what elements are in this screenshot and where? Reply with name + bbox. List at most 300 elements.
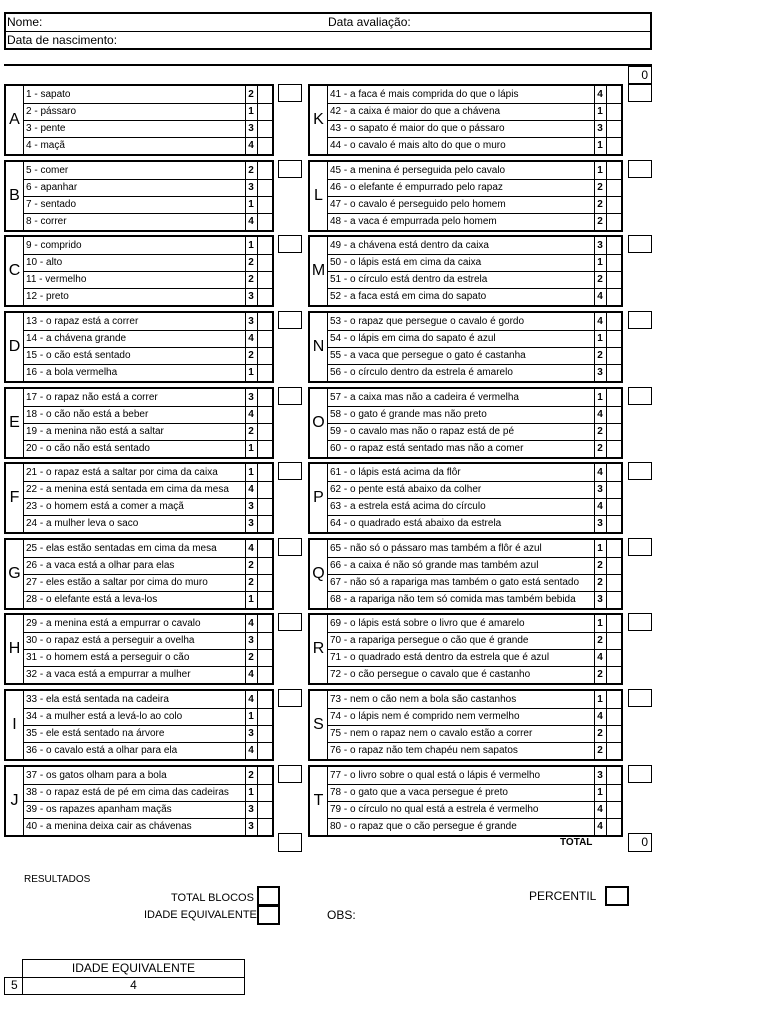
block-letter: K	[313, 111, 324, 128]
item-text: 21 - o rapaz está a saltar por cima da caixa	[26, 467, 218, 478]
item-answer-key: 4	[597, 291, 603, 302]
item-text: 76 - o rapaz não tem chapéu nem sapatos	[330, 745, 518, 756]
item-answer-key: 3	[248, 635, 254, 646]
test-item	[24, 557, 272, 575]
block-score-box-r[interactable]	[628, 613, 652, 631]
test-item	[328, 103, 621, 121]
block-score-box-i[interactable]	[278, 689, 302, 707]
equiv-table-header	[22, 959, 245, 977]
block-o	[308, 387, 623, 459]
block-letter: O	[312, 414, 325, 431]
test-item	[328, 818, 621, 835]
item-text: 35 - ele está sentado na árvore	[26, 728, 165, 739]
item-answer-key: 1	[597, 787, 603, 798]
item-answer-key: 3	[597, 123, 603, 134]
block-score-box-g[interactable]	[278, 538, 302, 556]
item-text: 62 - o pente está abaixo da colher	[330, 484, 482, 495]
block-items	[23, 86, 272, 154]
item-text: 1 - sapato	[26, 89, 71, 100]
item-answer-key: 2	[597, 199, 603, 210]
total-score-value: 0	[641, 835, 648, 849]
item-text: 75 - nem o rapaz nem o cavalo estão a correr	[330, 728, 533, 739]
item-text: 56 - o círculo dentro da estrela é amarelo	[330, 367, 513, 378]
item-answer-key: 4	[597, 89, 603, 100]
item-text: 12 - preto	[26, 291, 69, 302]
test-item	[328, 557, 621, 575]
item-answer-key: 2	[597, 577, 603, 588]
item-answer-key: 2	[597, 443, 603, 454]
item-text: 18 - o cão não está a beber	[26, 409, 149, 420]
item-answer-key: 4	[248, 669, 254, 680]
item-text: 32 - a vaca está a empurrar a mulher	[26, 669, 191, 680]
item-text: 50 - o lápis está em cima da caixa	[330, 257, 482, 268]
item-text: 43 - o sapato é maior do que o pássaro	[330, 123, 505, 134]
block-k	[308, 84, 623, 156]
test-item	[24, 103, 272, 121]
block-letter: P	[313, 489, 324, 506]
item-text: 49 - a chávena está dentro da caixa	[330, 240, 489, 251]
obs-label: OBS:	[327, 908, 356, 922]
item-answer-key: 1	[597, 333, 603, 344]
divider-line	[4, 64, 652, 66]
item-answer-key: 3	[248, 804, 254, 815]
item-answer-key: 3	[597, 594, 603, 605]
item-answer-key: 1	[597, 694, 603, 705]
item-text: 65 - não só o pássaro mas também a flôr é azul	[330, 543, 542, 554]
block-letter: F	[9, 489, 20, 506]
block-g	[4, 538, 274, 610]
block-b	[4, 160, 274, 232]
item-text: 68 - a rapariga não tem só comida mas também bebida	[330, 594, 576, 605]
test-item	[24, 364, 272, 381]
item-text: 2 - pássaro	[26, 106, 77, 117]
item-answer-key: 4	[597, 711, 603, 722]
test-item	[24, 330, 272, 348]
test-item	[24, 196, 272, 214]
item-answer-key: 4	[248, 140, 254, 151]
item-answer-key: 1	[248, 443, 254, 454]
header-box	[4, 12, 652, 50]
block-letter: L	[314, 187, 323, 204]
test-item	[328, 574, 621, 592]
item-answer-key: 3	[597, 770, 603, 781]
block-score-box-o[interactable]	[628, 387, 652, 405]
test-item	[328, 162, 621, 180]
item-text: 23 - o homem está a comer a maçã	[26, 501, 184, 512]
block-e	[4, 387, 274, 459]
top-score-box	[628, 66, 652, 84]
test-item	[24, 86, 272, 104]
item-text: 6 - apanhar	[26, 182, 78, 193]
block-items	[327, 464, 621, 532]
block-letter: J	[10, 792, 19, 809]
block-items	[327, 615, 621, 683]
block-letter: Q	[312, 565, 325, 582]
item-answer-key: 1	[248, 367, 254, 378]
test-item	[24, 347, 272, 365]
test-item	[24, 213, 272, 230]
item-answer-key: 1	[597, 106, 603, 117]
test-item	[24, 615, 272, 633]
item-answer-key: 3	[248, 123, 254, 134]
item-answer-key: 1	[248, 787, 254, 798]
block-q	[308, 538, 623, 610]
block-items	[327, 86, 621, 154]
item-text: 74 - o lápis nem é comprido nem vermelho	[330, 711, 520, 722]
block-i	[4, 689, 274, 761]
item-answer-key: 2	[248, 274, 254, 285]
item-text: 72 - o cão persegue o cavalo que é castanho	[330, 669, 531, 680]
item-answer-key: 2	[248, 257, 254, 268]
test-item	[328, 86, 621, 104]
item-text: 15 - o cão está sentado	[26, 350, 131, 361]
item-answer-key: 1	[597, 618, 603, 629]
block-items	[23, 237, 272, 305]
item-answer-key: 3	[248, 821, 254, 832]
item-answer-key: 2	[597, 216, 603, 227]
test-item	[328, 120, 621, 138]
item-text: 41 - a faca é mais comprida do que o lápis	[330, 89, 519, 100]
item-answer-key: 3	[248, 182, 254, 193]
block-score-box-a[interactable]	[278, 84, 302, 102]
test-item	[328, 801, 621, 819]
item-text: 53 - o rapaz que persegue o cavalo é gordo	[330, 316, 525, 327]
test-item	[24, 725, 272, 743]
item-answer-key: 4	[248, 216, 254, 227]
test-item	[24, 818, 272, 835]
test-item	[328, 288, 621, 305]
test-item	[328, 591, 621, 608]
block-m	[308, 235, 623, 307]
test-item	[328, 725, 621, 743]
item-answer-key: 3	[248, 728, 254, 739]
item-answer-key: 2	[597, 635, 603, 646]
item-text: 55 - a vaca que persegue o gato é castanha	[330, 350, 526, 361]
item-text: 61 - o lápis está acima da flôr	[330, 467, 461, 478]
test-item	[24, 254, 272, 272]
test-item	[328, 649, 621, 667]
test-item	[328, 742, 621, 759]
test-item	[328, 515, 621, 532]
equiv-table-row	[4, 977, 245, 995]
block-score-box-t[interactable]	[628, 765, 652, 783]
test-item	[24, 784, 272, 802]
block-letter: E	[9, 414, 20, 431]
item-answer-key: 2	[597, 182, 603, 193]
test-item	[24, 666, 272, 683]
block-score-box-f[interactable]	[278, 462, 302, 480]
item-text: 4 - maçã	[26, 140, 65, 151]
equivalent-age-box[interactable]	[257, 905, 280, 925]
test-item	[24, 288, 272, 305]
block-score-box-m[interactable]	[628, 235, 652, 253]
block-items	[327, 767, 621, 835]
item-answer-key: 2	[597, 728, 603, 739]
item-answer-key: 2	[597, 426, 603, 437]
test-item	[328, 313, 621, 331]
item-text: 34 - a mulher está a levá-lo ao colo	[26, 711, 183, 722]
block-items	[23, 162, 272, 230]
test-item	[328, 213, 621, 230]
item-text: 58 - o gato é grande mas não preto	[330, 409, 487, 420]
item-text: 10 - alto	[26, 257, 63, 268]
block-s	[308, 689, 623, 761]
birth-date-label: Data de nascimento:	[7, 33, 118, 47]
item-text: 60 - o rapaz está sentado mas não a comer	[330, 443, 524, 454]
block-score-box-n[interactable]	[628, 311, 652, 329]
test-item	[328, 237, 621, 255]
item-text: 80 - o rapaz que o cão persegue é grande	[330, 821, 517, 832]
block-score-box-e[interactable]	[278, 387, 302, 405]
item-text: 3 - pente	[26, 123, 66, 134]
test-item	[24, 515, 272, 532]
item-text: 63 - a estrela está acima do círculo	[330, 501, 486, 512]
item-answer-key: 1	[597, 165, 603, 176]
block-t	[308, 765, 623, 837]
block-items	[23, 313, 272, 381]
block-p	[308, 462, 623, 534]
evaluation-date-label: Data avaliação:	[328, 15, 411, 29]
block-letter: D	[8, 338, 21, 355]
item-answer-key: 4	[597, 501, 603, 512]
test-item	[24, 574, 272, 592]
block-score-box-h[interactable]	[278, 613, 302, 631]
item-answer-key: 2	[597, 350, 603, 361]
item-text: 70 - a rapariga persegue o cão que é grande	[330, 635, 529, 646]
block-score-box-p[interactable]	[628, 462, 652, 480]
item-answer-key: 4	[597, 316, 603, 327]
total-blocks-label: TOTAL BLOCOS	[171, 892, 254, 904]
total-blocks-box[interactable]	[257, 886, 280, 906]
item-answer-key: 3	[597, 484, 603, 495]
test-item	[24, 464, 272, 482]
block-letter: H	[8, 640, 21, 657]
block-items	[23, 615, 272, 683]
test-item	[24, 313, 272, 331]
test-item	[24, 271, 272, 289]
item-text: 48 - a vaca é empurrada pelo homem	[330, 216, 497, 227]
test-item	[24, 406, 272, 424]
item-answer-key: 3	[248, 291, 254, 302]
item-text: 8 - correr	[26, 216, 67, 227]
percentile-label: PERCENTIL	[529, 889, 597, 903]
item-answer-key: 3	[597, 518, 603, 529]
item-text: 5 - comer	[26, 165, 69, 176]
item-answer-key: 4	[248, 694, 254, 705]
test-item	[328, 271, 621, 289]
test-item	[24, 540, 272, 558]
item-text: 27 - eles estão a saltar por cima do muro	[26, 577, 208, 588]
test-item	[328, 406, 621, 424]
name-label: Nome:	[7, 15, 43, 29]
item-answer-key: 4	[248, 333, 254, 344]
item-answer-key: 4	[597, 409, 603, 420]
block-letter: M	[311, 262, 326, 279]
item-answer-key: 3	[248, 392, 254, 403]
test-item	[328, 708, 621, 726]
block-j	[4, 765, 274, 837]
item-answer-key: 1	[597, 140, 603, 151]
block-score-box-d[interactable]	[278, 311, 302, 329]
percentile-box[interactable]	[605, 886, 629, 906]
item-answer-key: 2	[597, 669, 603, 680]
test-item	[328, 330, 621, 348]
test-item	[24, 801, 272, 819]
item-answer-key: 2	[248, 560, 254, 571]
item-answer-key: 2	[597, 745, 603, 756]
block-items	[327, 691, 621, 759]
block-letter: G	[8, 565, 21, 582]
block-r	[308, 613, 623, 685]
item-text: 59 - o cavalo mas não o rapaz está de pé	[330, 426, 515, 437]
item-answer-key: 2	[597, 274, 603, 285]
test-item	[328, 691, 621, 709]
item-text: 19 - a menina não está a saltar	[26, 426, 164, 437]
item-answer-key: 4	[597, 652, 603, 663]
item-text: 45 - a menina é perseguida pelo cavalo	[330, 165, 506, 176]
block-items	[23, 691, 272, 759]
test-item	[24, 498, 272, 516]
item-answer-key: 3	[248, 518, 254, 529]
test-item	[328, 254, 621, 272]
item-answer-key: 4	[248, 543, 254, 554]
item-text: 9 - comprido	[26, 240, 82, 251]
item-text: 26 - a vaca está a olhar para elas	[26, 560, 175, 571]
item-text: 78 - o gato que a vaca persegue é preto	[330, 787, 508, 798]
item-text: 25 - elas estão sentadas em cima da mesa	[26, 543, 217, 554]
block-letter: R	[312, 640, 325, 657]
test-item	[328, 666, 621, 683]
test-item	[24, 179, 272, 197]
test-item	[24, 767, 272, 785]
item-answer-key: 1	[248, 106, 254, 117]
block-items	[23, 389, 272, 457]
item-text: 44 - o cavalo é mais alto do que o muro	[330, 140, 506, 151]
results-title: RESULTADOS	[24, 874, 91, 885]
test-item	[328, 364, 621, 381]
item-answer-key: 2	[248, 426, 254, 437]
item-answer-key: 4	[597, 467, 603, 478]
block-score-box-j[interactable]	[278, 765, 302, 783]
total-score-box	[628, 833, 652, 852]
block-c	[4, 235, 274, 307]
item-text: 39 - os rapazes apanham maçãs	[26, 804, 172, 815]
item-answer-key: 1	[248, 594, 254, 605]
test-item	[328, 615, 621, 633]
block-score-box-k[interactable]	[628, 84, 652, 102]
item-text: 38 - o rapaz está de pé em cima das cadeiras	[26, 787, 229, 798]
test-item	[328, 179, 621, 197]
block-score-box-s[interactable]	[628, 689, 652, 707]
item-text: 52 - a faca está em cima do sapato	[330, 291, 487, 302]
test-item	[24, 440, 272, 457]
block-l	[308, 160, 623, 232]
block-score-box-l[interactable]	[628, 160, 652, 178]
test-item	[24, 742, 272, 759]
block-items	[327, 237, 621, 305]
block-letter: B	[9, 187, 20, 204]
block-letter: N	[312, 338, 325, 355]
item-answer-key: 3	[248, 501, 254, 512]
total-label: TOTAL	[560, 837, 593, 848]
test-item	[328, 440, 621, 457]
item-text: 13 - o rapaz está a correr	[26, 316, 139, 327]
test-item	[328, 347, 621, 365]
item-answer-key: 2	[248, 577, 254, 588]
block-letter: T	[313, 792, 324, 809]
item-text: 30 - o rapaz está a perseguir a ovelha	[26, 635, 195, 646]
item-text: 79 - o círculo no qual está a estrela é vermelho	[330, 804, 539, 815]
test-item	[328, 481, 621, 499]
top-score-value: 0	[641, 68, 648, 82]
test-item	[24, 632, 272, 650]
item-answer-key: 2	[248, 652, 254, 663]
test-item	[24, 708, 272, 726]
item-text: 16 - a bola vermelha	[26, 367, 118, 378]
item-text: 64 - o quadrado está abaixo da estrela	[330, 518, 502, 529]
block-score-box-q[interactable]	[628, 538, 652, 556]
test-item	[24, 237, 272, 255]
equiv-table-left-value: 5	[11, 978, 18, 992]
item-answer-key: 1	[597, 257, 603, 268]
test-item	[328, 137, 621, 154]
block-items	[327, 389, 621, 457]
block-items	[327, 313, 621, 381]
block-d	[4, 311, 274, 383]
item-text: 42 - a caixa é maior do que a chávena	[330, 106, 501, 117]
block-items	[23, 540, 272, 608]
item-text: 24 - a mulher leva o saco	[26, 518, 139, 529]
item-answer-key: 2	[248, 770, 254, 781]
test-item	[24, 591, 272, 608]
item-text: 73 - nem o cão nem a bola são castanhos	[330, 694, 517, 705]
item-answer-key: 4	[248, 745, 254, 756]
item-text: 29 - a menina está a empurrar o cavalo	[26, 618, 201, 629]
item-text: 40 - a menina deixa cair as chávenas	[26, 821, 192, 832]
test-item	[328, 767, 621, 785]
block-h	[4, 613, 274, 685]
block-score-box-b[interactable]	[278, 160, 302, 178]
item-text: 20 - o cão não está sentado	[26, 443, 150, 454]
item-answer-key: 4	[248, 409, 254, 420]
test-item	[328, 423, 621, 441]
test-item	[24, 423, 272, 441]
block-items	[327, 162, 621, 230]
item-text: 31 - o homem está a perseguir o cão	[26, 652, 190, 663]
item-answer-key: 4	[597, 804, 603, 815]
item-text: 77 - o livro sobre o qual está o lápis é vermelho	[330, 770, 541, 781]
item-answer-key: 1	[597, 392, 603, 403]
item-text: 36 - o cavalo está a olhar para ela	[26, 745, 178, 756]
item-answer-key: 4	[248, 484, 254, 495]
item-text: 47 - o cavalo é perseguido pelo homem	[330, 199, 506, 210]
block-a	[4, 84, 274, 156]
test-item	[24, 137, 272, 154]
item-text: 71 - o quadrado está dentro da estrela que é azul	[330, 652, 550, 663]
block-f	[4, 462, 274, 534]
item-text: 7 - sentado	[26, 199, 77, 210]
block-score-box-c[interactable]	[278, 235, 302, 253]
test-item	[328, 498, 621, 516]
item-text: 66 - a caixa é não só grande mas também azul	[330, 560, 539, 571]
item-text: 22 - a menina está sentada em cima da mesa	[26, 484, 229, 495]
item-answer-key: 2	[248, 165, 254, 176]
left-column-total-box[interactable]	[278, 833, 302, 852]
item-text: 37 - os gatos olham para a bola	[26, 770, 167, 781]
test-item	[24, 691, 272, 709]
item-answer-key: 1	[248, 711, 254, 722]
test-item	[24, 162, 272, 180]
